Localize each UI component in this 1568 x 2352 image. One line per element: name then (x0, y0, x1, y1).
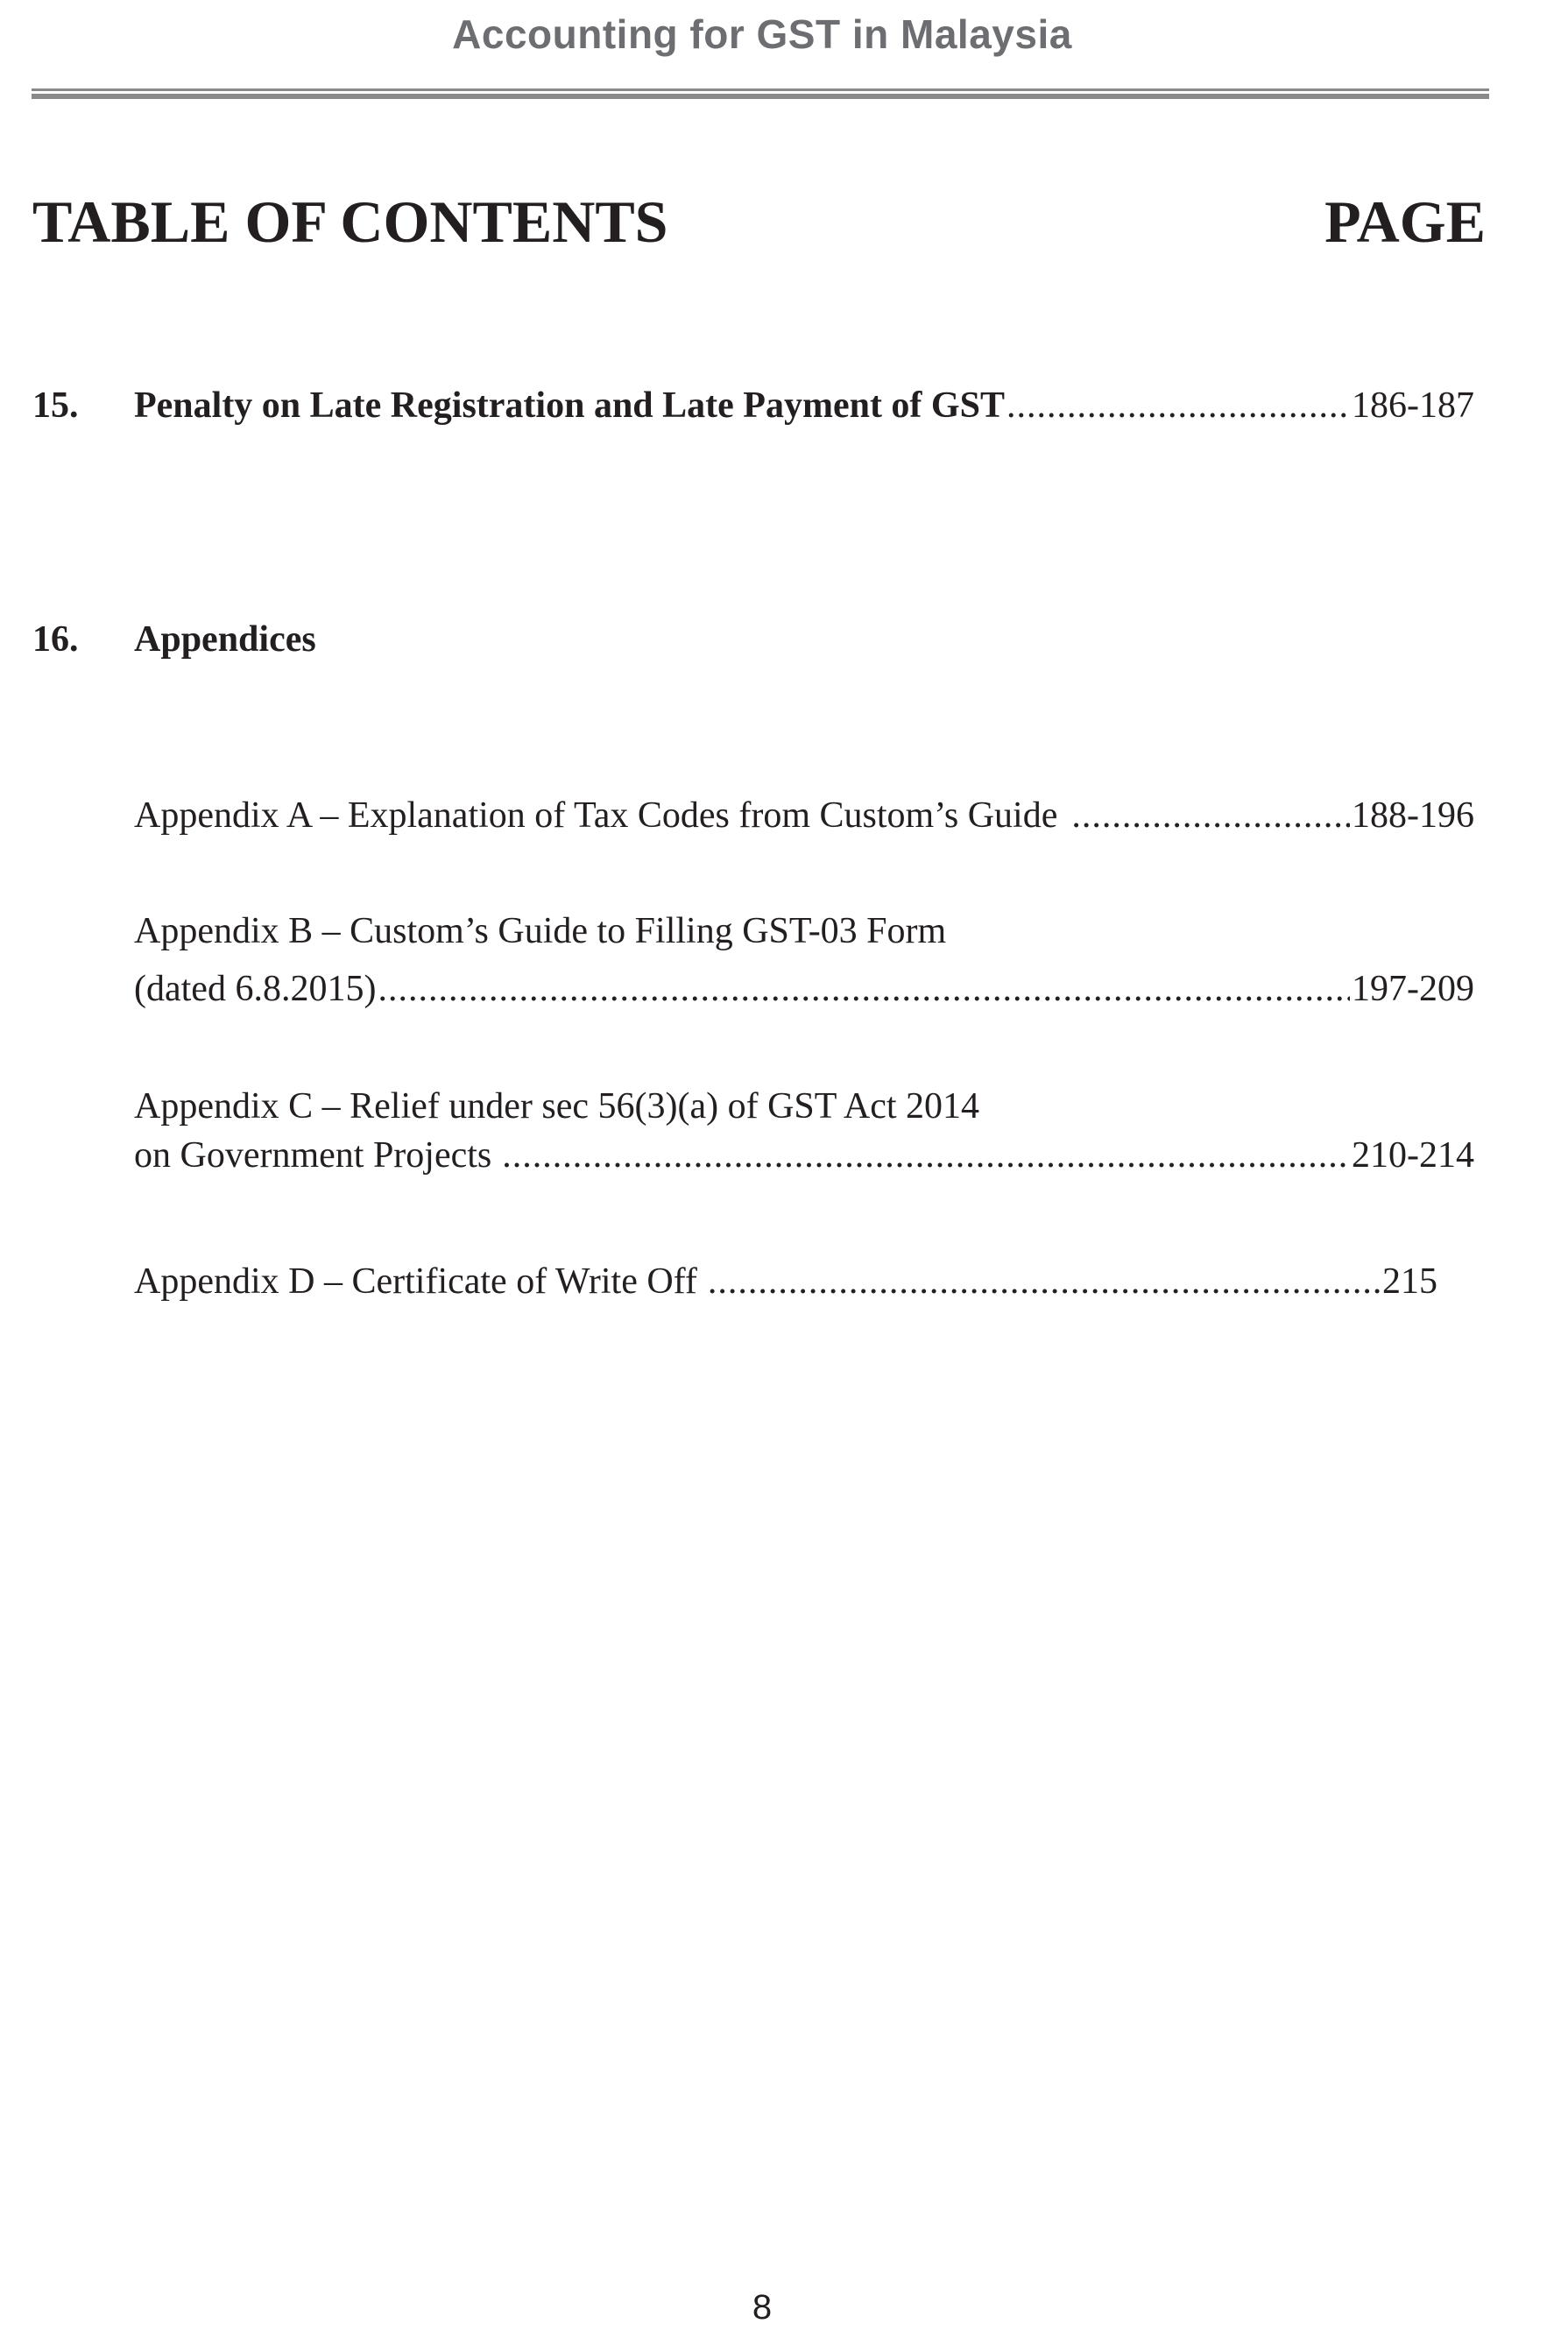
toc-appendix-d[interactable] (134, 1257, 1437, 1306)
appendix-a-pages: 188-196 (1352, 795, 1474, 836)
appendix-b-pages: 197-209 (1352, 969, 1474, 1009)
dot-leader (1006, 381, 1350, 430)
toc-appendix-b[interactable] (134, 907, 1474, 1014)
entry-number-16: 16. (32, 619, 79, 660)
entry-number-15: 15. (32, 385, 79, 426)
page-column-heading: PAGE (1324, 188, 1486, 255)
appendix-d-pages: 215 (1382, 1261, 1437, 1302)
page-number: 8 (752, 2288, 773, 2327)
toc-appendix-c[interactable] (134, 1082, 1474, 1180)
appendix-d-title: Appendix D – Certificate of Write Off (134, 1261, 697, 1302)
appendix-c-title-line2: on Government Projects (134, 1135, 492, 1176)
toc-entry-16-title: Appendices (134, 619, 316, 660)
running-header-title: Accounting for GST in Malaysia (452, 11, 1072, 57)
appendix-b-title-line2: (dated 6.8.2015) (134, 969, 377, 1009)
toc-entry-15-title: Penalty on Late Registration and Late Payment of GST (134, 385, 1005, 426)
appendix-c-title-line1: Appendix C – Relief under sec 56(3)(a) of GST Act 2014 (134, 1086, 980, 1127)
dot-leader (502, 1131, 1350, 1180)
appendix-c-pages: 210-214 (1352, 1135, 1474, 1176)
dot-leader (1071, 791, 1350, 840)
dot-leader (708, 1257, 1381, 1306)
dot-leader (378, 964, 1350, 1014)
appendix-b-title-line1: Appendix B – Custom’s Guide to Filling GST-03 Form (134, 911, 947, 951)
toc-appendix-a[interactable] (134, 791, 1474, 840)
toc-title: TABLE OF CONTENTS (32, 188, 668, 255)
toc-entry-16[interactable] (134, 615, 316, 664)
appendix-a-title: Appendix A – Explanation of Tax Codes from Custom’s Guide (134, 795, 1058, 836)
toc-entry-15[interactable] (134, 381, 1474, 430)
header-rule-thin (32, 88, 1489, 91)
toc-entry-15-pages: 186-187 (1352, 385, 1474, 426)
header-rule-thick (32, 94, 1489, 99)
